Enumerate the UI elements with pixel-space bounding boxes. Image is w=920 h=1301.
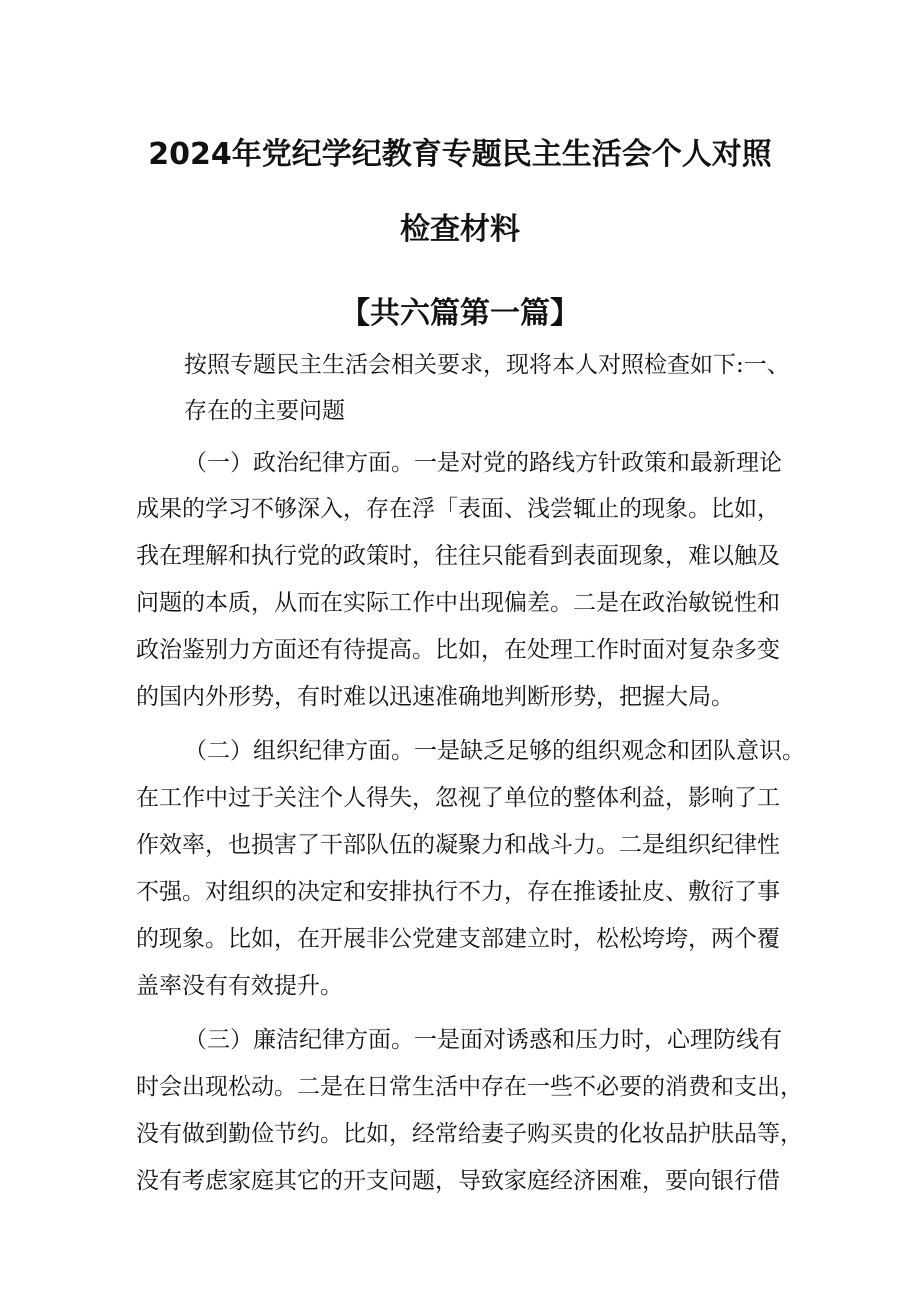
body-line: 时会出现松动。二是在日常生活中存在一些不必要的消费和支出，: [136, 1074, 803, 1100]
body-line: 的国内外形势，有时难以迅速准确地判断形势，把握大局。: [136, 684, 734, 710]
body-line: （三）廉洁纪律方面。一是面对诱惑和压力时，心理防线有: [184, 1027, 782, 1053]
body-line: 没有做到勤俭节约。比如，经常给妻子购买贵的化妆品护肤品等，: [136, 1121, 803, 1147]
document-title-line-2: 检查材料: [400, 212, 520, 247]
body-line: 盖率没有有效提升。: [136, 973, 343, 999]
document-title-line-1: 2024年党纪学纪教育专题民主生活会个人对照: [148, 137, 772, 172]
body-line: 不强。对组织的决定和安排执行不力，存在推诿扯皮、敷衍了事: [136, 879, 780, 905]
body-line: 成果的学习不够深入，存在浮「表面、浅尝辄止的现象。比如，: [136, 496, 780, 522]
body-line: 按照专题民主生活会相关要求，现将本人对照检查如下:一、: [184, 352, 790, 378]
body-line: 问题的本质，从而在实际工作中出现偏差。二是在政治敏锐性和: [136, 590, 780, 616]
body-line: 存在的主要问题: [184, 398, 345, 424]
body-line: 的现象。比如，在开展非公党建支部建立时，松松垮垮，两个覆: [136, 926, 780, 952]
body-line: 政治鉴别力方面还有待提高。比如，在处理工作时面对复杂多变: [136, 637, 780, 663]
body-line: 没有考虑家庭其它的开支问题，导致家庭经济困难，要向银行借: [136, 1168, 780, 1194]
body-line: 我在理解和执行党的政策时，往往只能看到表面现象，难以触及: [136, 543, 780, 569]
body-line: 作效率，也损害了干部队伍的凝聚力和战斗力。二是组织纪律性: [136, 832, 780, 858]
document-subtitle: 【共六篇第一篇】: [340, 296, 580, 331]
body-line: 在工作中过于关注个人得失，忽视了单位的整体利益，影响了工: [136, 785, 780, 811]
body-line: （一）政治纪律方面。一是对党的路线方针政策和最新理论: [184, 450, 782, 476]
body-line: （二）组织纪律方面。一是缺乏足够的组织观念和团队意识。: [184, 738, 805, 764]
